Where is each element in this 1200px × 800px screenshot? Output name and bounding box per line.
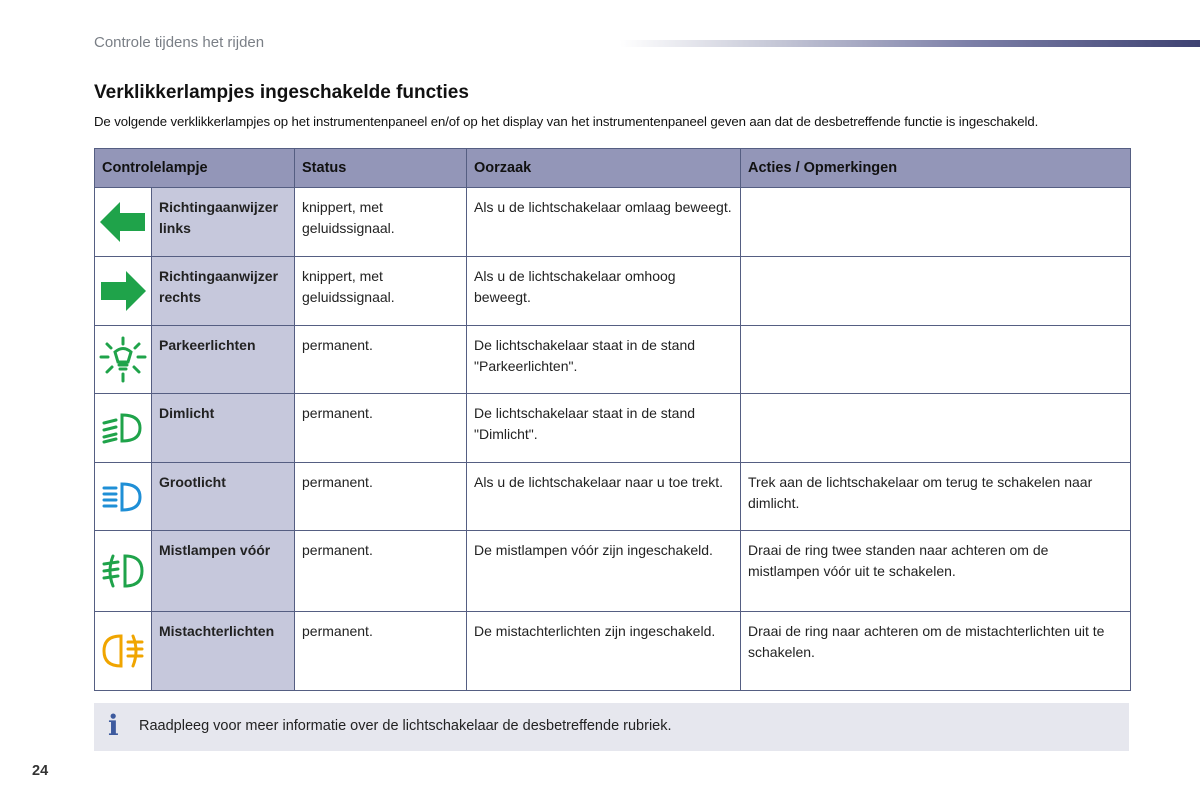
lamp-status: permanent. bbox=[295, 463, 467, 531]
lamp-action bbox=[741, 394, 1131, 463]
lamp-status: knippert, met geluidssignaal. bbox=[295, 257, 467, 326]
table-row bbox=[95, 188, 1131, 257]
lamp-name: Richtingaanwijzer links bbox=[152, 188, 295, 257]
lamp-icon-cell bbox=[95, 463, 152, 531]
intro-text: De volgende verklikkerlampjes op het instrumentenpaneel en/of op het display van het instrumentenpaneel geven aan dat de desbetreffende functie is ingeschakeld. bbox=[94, 114, 1039, 129]
lamp-name: Parkeerlichten bbox=[152, 326, 295, 394]
lamp-name: Mistlampen vóór bbox=[152, 531, 295, 612]
lamp-cause: De lichtschakelaar staat in de stand "Dimlicht". bbox=[467, 394, 741, 463]
table-header-row bbox=[95, 149, 1131, 188]
info-text: Raadpleeg voor meer informatie over de lichtschakelaar de desbetreffende rubriek. bbox=[139, 718, 672, 734]
rear-fog-light-icon bbox=[100, 631, 146, 671]
lamp-action: Trek aan de lichtschakelaar om terug te schakelen naar dimlicht. bbox=[741, 463, 1131, 531]
front-fog-light-icon bbox=[100, 551, 146, 591]
lamp-icon-cell bbox=[95, 394, 152, 463]
right-arrow-icon bbox=[98, 268, 148, 314]
info-icon: i bbox=[108, 709, 119, 742]
lamp-cause: De mistlampen vóór zijn ingeschakeld. bbox=[467, 531, 741, 612]
column-header-actions: Acties / Opmerkingen bbox=[741, 149, 1131, 188]
lamp-cause: De mistachterlichten zijn ingeschakeld. bbox=[467, 612, 741, 691]
lamp-action: Draai de ring naar achteren om de mistachterlichten uit te schakelen. bbox=[741, 612, 1131, 691]
lamp-name: Mistachterlichten bbox=[152, 612, 295, 691]
lamp-status: permanent. bbox=[295, 394, 467, 463]
high-beam-icon bbox=[100, 480, 146, 514]
lamp-icon-cell bbox=[95, 257, 152, 326]
lamp-cause: Als u de lichtschakelaar naar u toe trekt. bbox=[467, 463, 741, 531]
lamp-name: Grootlicht bbox=[152, 463, 295, 531]
lamp-cause: Als u de lichtschakelaar omlaag beweegt. bbox=[467, 188, 741, 257]
lamp-action bbox=[741, 326, 1131, 394]
table-row bbox=[95, 257, 1131, 326]
table-row bbox=[95, 612, 1131, 691]
lamp-icon-cell bbox=[95, 612, 152, 691]
lamp-icon-cell bbox=[95, 188, 152, 257]
lamp-status: permanent. bbox=[295, 612, 467, 691]
lamp-status: permanent. bbox=[295, 326, 467, 394]
lamp-cause: De lichtschakelaar staat in de stand "Parkeerlichten". bbox=[467, 326, 741, 394]
page-number: 24 bbox=[32, 763, 49, 779]
lamp-name: Dimlicht bbox=[152, 394, 295, 463]
parking-light-icon bbox=[98, 335, 148, 385]
lamp-status: knippert, met geluidssignaal. bbox=[295, 188, 467, 257]
column-header-cause: Oorzaak bbox=[467, 149, 741, 188]
header-gradient-bar bbox=[620, 40, 1200, 47]
low-beam-icon bbox=[100, 411, 146, 445]
page-title: Verklikkerlampjes ingeschakelde functies bbox=[94, 82, 469, 103]
lamp-action: Draai de ring twee standen naar achteren om de mistlampen vóór uit te schakelen. bbox=[741, 531, 1131, 612]
lamp-icon-cell bbox=[95, 326, 152, 394]
info-box bbox=[94, 703, 1129, 751]
table-row bbox=[95, 326, 1131, 394]
lamp-action bbox=[741, 188, 1131, 257]
lamp-icon-cell bbox=[95, 531, 152, 612]
section-header: Controle tijdens het rijden bbox=[94, 34, 265, 51]
left-arrow-icon bbox=[98, 199, 148, 245]
lamp-status: permanent. bbox=[295, 531, 467, 612]
lamp-cause: Als u de lichtschakelaar omhoog beweegt. bbox=[467, 257, 741, 326]
table-row bbox=[95, 531, 1131, 612]
column-header-status: Status bbox=[295, 149, 467, 188]
warning-lamps-table bbox=[94, 148, 1131, 691]
table-row bbox=[95, 394, 1131, 463]
lamp-action bbox=[741, 257, 1131, 326]
lamp-name: Richtingaanwijzer rechts bbox=[152, 257, 295, 326]
table-row bbox=[95, 463, 1131, 531]
column-header-lamp: Controlelampje bbox=[95, 149, 295, 188]
